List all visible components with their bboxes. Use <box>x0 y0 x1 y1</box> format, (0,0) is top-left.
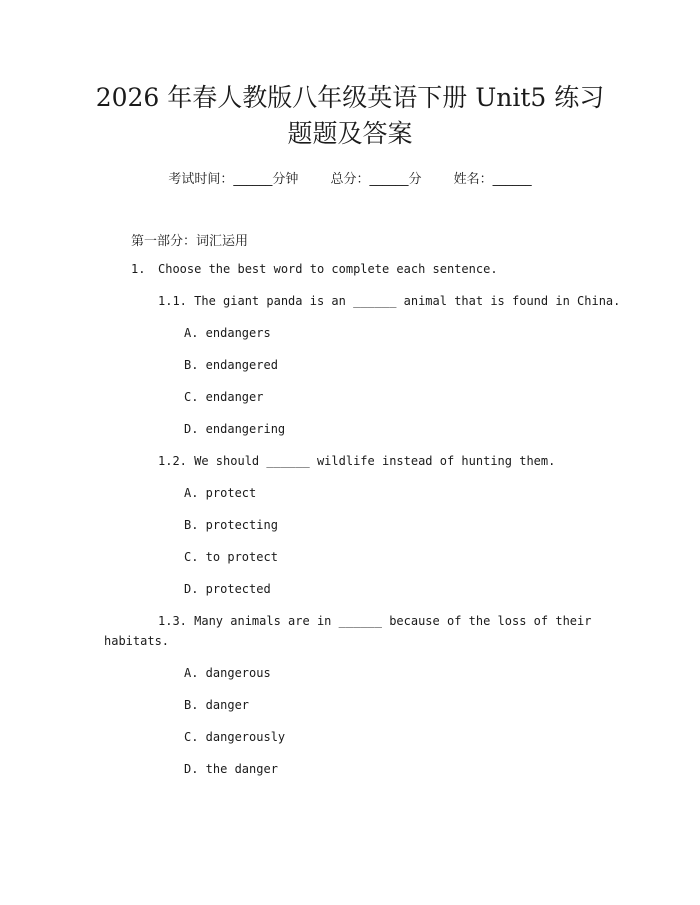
section-heading: 第一部分：词汇运用 <box>131 234 249 249</box>
option-1-1-a[interactable]: A. endangers <box>184 326 271 340</box>
student-name-field: 姓名：______ <box>453 172 532 187</box>
option-1-2-d[interactable]: D. protected <box>184 582 271 596</box>
sub-question-1-1: 1.1. The giant panda is an ______ animal that is found in China. <box>158 294 621 308</box>
option-1-3-b[interactable]: B. danger <box>184 698 250 712</box>
option-1-3-c[interactable]: C. dangerously <box>184 730 286 744</box>
total-score-field: 总分：______分 <box>330 172 422 187</box>
option-1-3-d[interactable]: D. the danger <box>184 762 278 776</box>
option-1-3-a[interactable]: A. dangerous <box>184 666 271 680</box>
page-title <box>60 80 640 152</box>
option-1-1-d[interactable]: D. endangering <box>184 422 286 436</box>
option-1-2-a[interactable]: A. protect <box>184 486 257 500</box>
title-line-1: 2026 年春人教版八年级英语下册 Unit5 练习 <box>95 83 605 112</box>
sub-question-1-2: 1.2. We should ______ wildlife instead of hunting them. <box>158 454 556 468</box>
sub-question-1-3-continuation: habitats. <box>104 634 170 648</box>
question-instruction: Choose the best word to complete each sentence. <box>158 262 498 276</box>
option-1-2-c[interactable]: C. to protect <box>184 550 278 564</box>
option-1-1-b[interactable]: B. endangered <box>184 358 278 372</box>
exam-meta <box>0 168 700 187</box>
question-number: 1. <box>131 262 146 276</box>
exam-time-field: 考试时间：______分钟 <box>168 172 299 187</box>
sub-question-1-3: 1.3. Many animals are in ______ because of the loss of their <box>158 614 592 628</box>
title-line-2: 题题及答案 <box>287 119 413 148</box>
option-1-2-b[interactable]: B. protecting <box>184 518 278 532</box>
option-1-1-c[interactable]: C. endanger <box>184 390 264 404</box>
